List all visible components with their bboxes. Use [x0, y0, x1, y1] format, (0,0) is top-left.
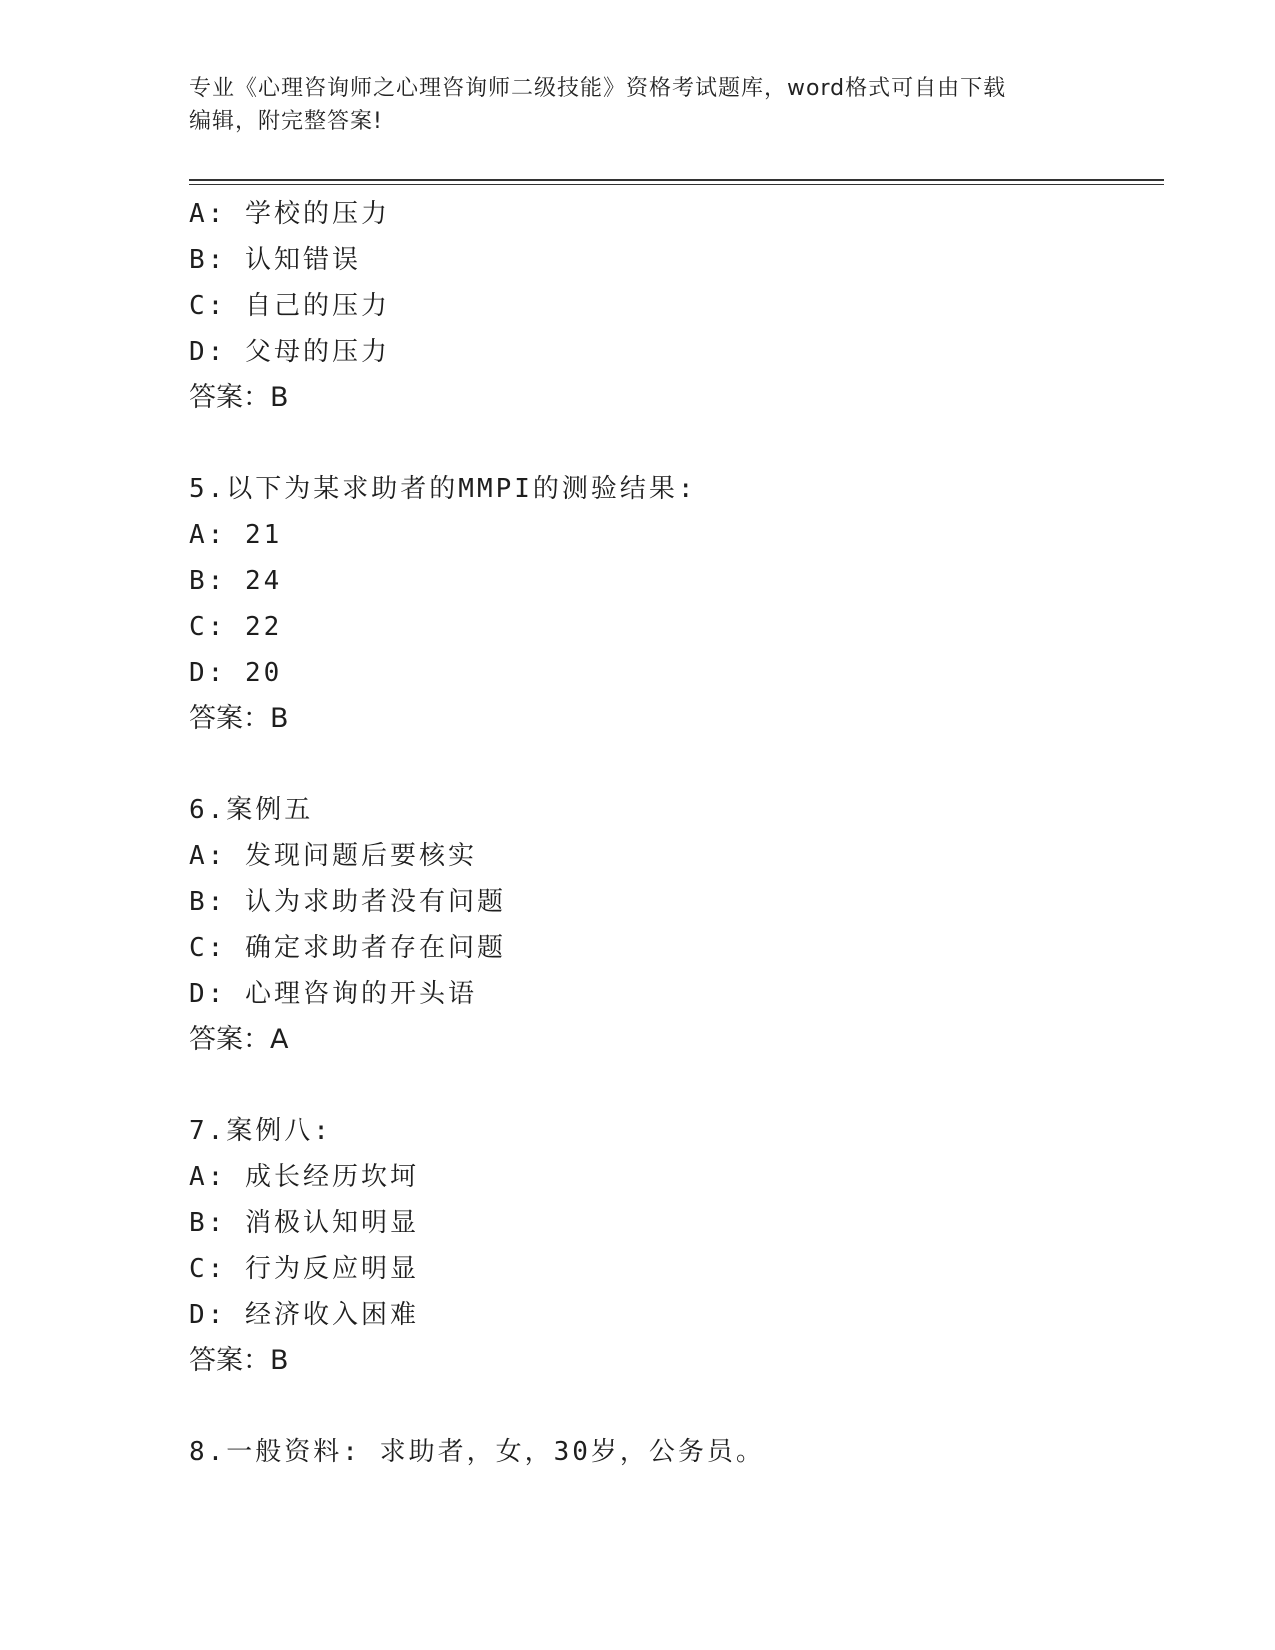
header-title-line-1: 专业《心理咨询师之心理咨询师二级技能》资格考试题库，word格式可自由下载	[189, 76, 1007, 101]
question-stem: 5.以下为某求助者的MMPI的测验结果:	[189, 474, 697, 504]
option-b: B: 认知错误	[189, 245, 361, 275]
answer-text: 答案：A	[189, 1024, 289, 1055]
question-6	[189, 787, 1164, 1063]
option-c: C: 行为反应明显	[189, 1254, 419, 1284]
option-d: D: 经济收入困难	[189, 1300, 419, 1330]
question-list	[189, 191, 1164, 1475]
question-stem: 8.一般资料: 求助者，女，30岁，公务员。	[189, 1437, 765, 1467]
question-4	[189, 191, 1164, 421]
option-b: B: 24	[189, 566, 283, 596]
option-d: D: 20	[189, 658, 283, 688]
spacer	[189, 1384, 1164, 1429]
option-c: C: 确定求助者存在问题	[189, 933, 506, 963]
option-a: A: 学校的压力	[189, 199, 390, 229]
option-a: A: 发现问题后要核实	[189, 841, 477, 871]
answer-text: 答案：B	[189, 1345, 289, 1376]
spacer	[189, 421, 1164, 466]
question-stem: 6.案例五	[189, 795, 314, 825]
answer-text: 答案：B	[189, 382, 289, 413]
option-c: C: 22	[189, 612, 283, 642]
option-b: B: 消极认知明显	[189, 1208, 419, 1238]
question-7	[189, 1108, 1164, 1384]
header-title-line-2: 编辑，附完整答案!	[189, 109, 383, 134]
option-d: D: 父母的压力	[189, 337, 390, 367]
question-8	[189, 1429, 1164, 1475]
option-b: B: 认为求助者没有问题	[189, 887, 506, 917]
spacer	[189, 1063, 1164, 1108]
option-d: D: 心理咨询的开头语	[189, 979, 477, 1009]
header-divider	[189, 179, 1164, 181]
question-5	[189, 466, 1164, 742]
option-a: A: 21	[189, 520, 283, 550]
document-header	[189, 72, 1069, 138]
option-c: C: 自己的压力	[189, 291, 390, 321]
spacer	[189, 742, 1164, 787]
answer-text: 答案：B	[189, 703, 289, 734]
option-a: A: 成长经历坎坷	[189, 1162, 419, 1192]
question-stem: 7.案例八:	[189, 1116, 332, 1146]
